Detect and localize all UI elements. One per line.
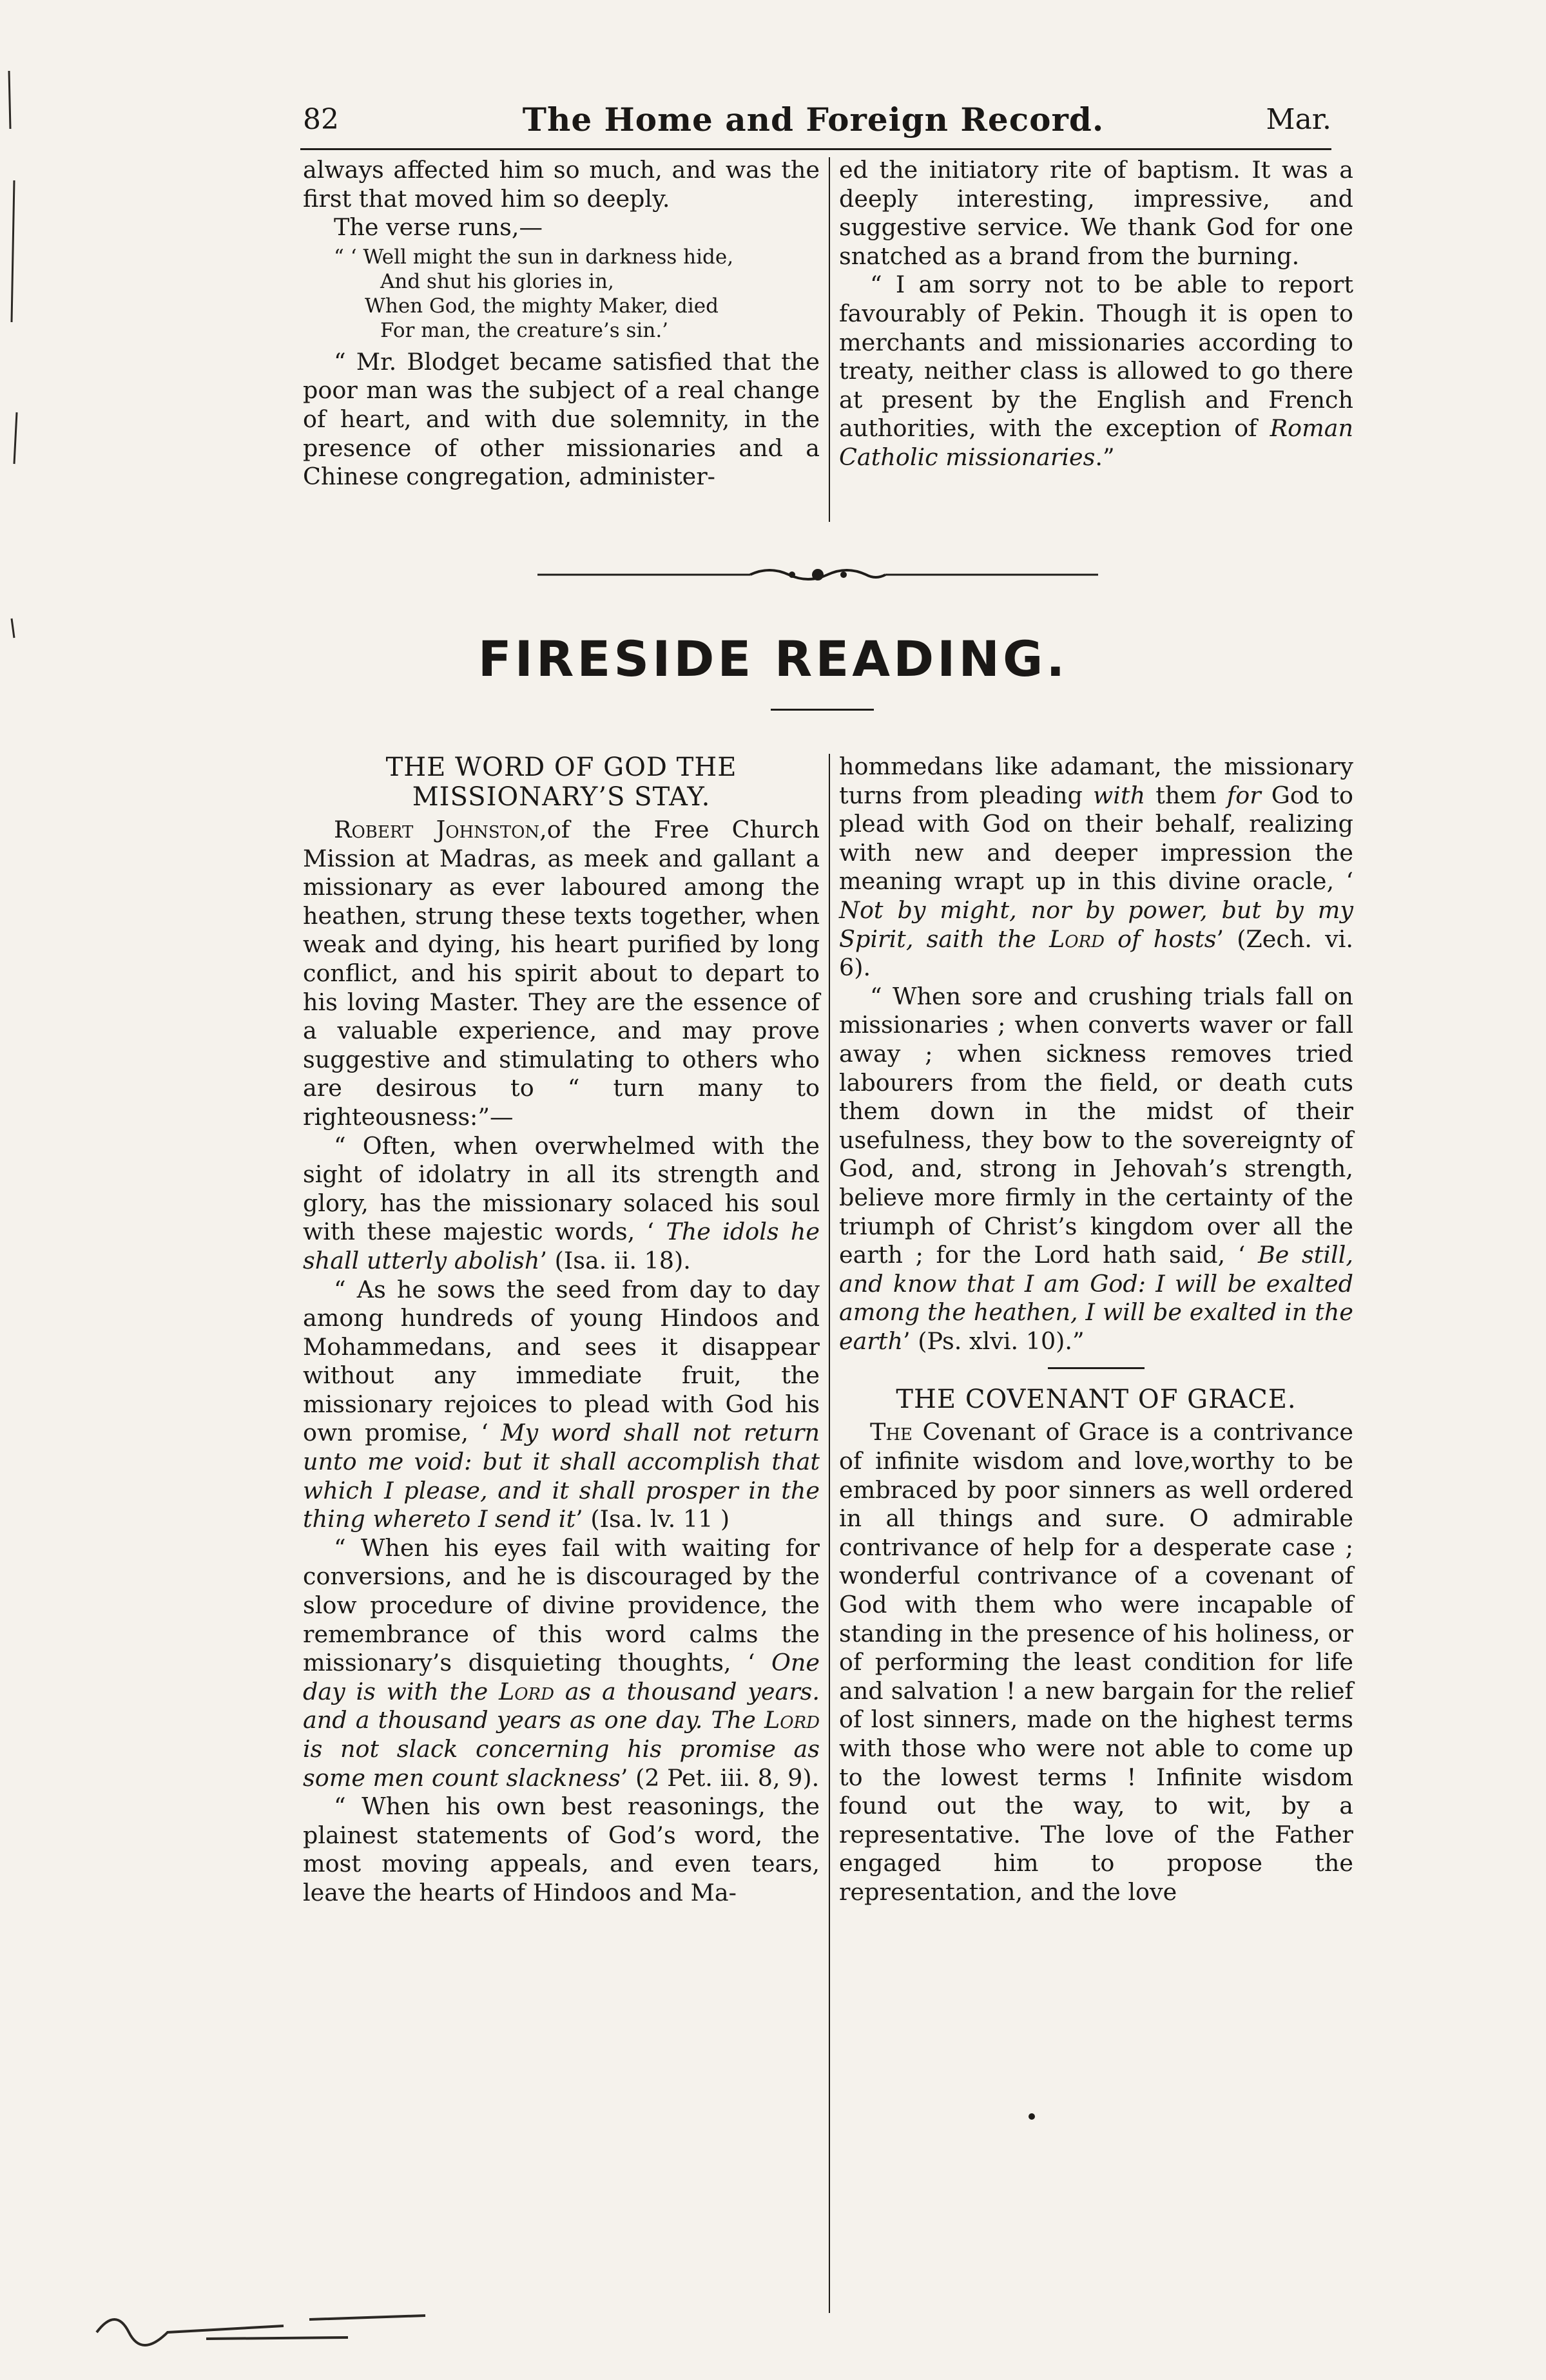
column-divider — [829, 754, 830, 2313]
right-column — [839, 753, 1353, 1907]
verse-line: When God, the mighty Maker, died — [365, 294, 719, 318]
header-rule — [300, 148, 1331, 150]
ornament-divider — [537, 563, 1098, 586]
article-rule — [1048, 1367, 1145, 1369]
paragraph: “ When sore and crushing trials fall on missionaries ; when converts waver or fall away ; when sickness removes tried labourers from the field, or death cuts them down in the midst of their usefulness, they bow to the sovereignty of God, and, strong in Jehovah’s strength, believe more firmly in the certainty of the triumph of Christ’s kingdom over all the earth ; for the Lord hath said, ‘ Be still, and know that I am God: I will be exalted among the heathen, I will be exalted in the earth’ (Ps. xlvi. 10).” — [839, 982, 1353, 1355]
paragraph: The verse runs,— — [334, 213, 543, 242]
left-column — [303, 753, 820, 1908]
paragraph: “ I am sorry not to be able to report favourably of Pekin. Though it is open to merchants and missionaries according to treaty, neither class is allowed to go there at present by the English and French authorities, with the exception of Roman Catholic missionaries.” — [839, 271, 1353, 471]
paragraph: “ As he sows the seed from day to day among hundreds of young Hindoos and Mohammedans, and sees it disappear without any immediate fruit, the missionary rejoices to plead with God his own promise, ‘ My word shall not return unto me void: but it shall accomplish that which I please, and it shall prosper in the thing whereto I send it’ (Isa. lv. 11 ) — [303, 1275, 820, 1533]
top-right-column — [839, 156, 1353, 472]
paragraph: “ Often, when overwhelmed with the sight of idolatry in all its strength and glory, has the missionary solaced his soul with these majestic words, ‘ The idols he shall utterly abolish’ (Isa. ii. 18). — [303, 1131, 820, 1274]
ink-dot — [1029, 2113, 1035, 2120]
paragraph: The Covenant of Grace is a contrivance of infinite wisdom and love,worthy to be embraced by poor sinners as well ordered in all things and sure. O admirable contrivance of help for a desperate case ; wonderful contrivance of a covenant of God with them who were incapable of standing in the presence of his holiness, or of performing the least condition for life and salvation ! a new bargain for the relief of lost sinners, made on the highest terms with those who were not able to come up to the lowest terms ! Infinite wisdom found out the way, to wit, by a representative. The love of the Father engaged him to propose the representation, and the love — [839, 1418, 1353, 1906]
running-title: The Home and Foreign Record. — [522, 101, 1105, 139]
verse-line: “ ‘ Well might the sun in darkness hide, — [334, 245, 734, 269]
verse — [303, 245, 820, 343]
article-title: THE COVENANT OF GRACE. — [896, 1385, 1297, 1415]
article-title: THE WORD OF GOD THE MISSIONARY’S STAY. — [385, 753, 737, 812]
verse-line: And shut his glories in, — [380, 269, 614, 293]
column-divider — [829, 157, 830, 522]
page-header — [295, 94, 1331, 146]
page-number: 82 — [303, 103, 339, 136]
top-left-column — [303, 156, 820, 492]
paragraph: Robert Johnston,of the Free Church Mission at Madras, as meek and gallant a missionary as ever laboured among the heathen, strung these texts together, when weak and dying, his heart purified by long conflict, and his spirit about to depart to his loving Master. They are the essence of a valuable experience, and may prove suggestive and stimulating to others who are desirous to “ turn many to righteousness:”— — [303, 816, 820, 1131]
paragraph: always affected him so much, and was the first that moved him so deeply. — [303, 156, 820, 213]
paragraph: “ Mr. Blodget became satisfied that the poor man was the subject of a real change of heart, and with due solemnity, in the presence of other missionaries and a Chinese congregation, administer- — [303, 347, 820, 491]
header-month: Mar. — [1266, 103, 1331, 136]
paragraph: ed the initiatory rite of baptism. It was a deeply interesting, impressive, and suggestive service. We thank God for one snatched as a brand from the burning. — [839, 156, 1353, 270]
paragraph: hommedans like adamant, the missionary turns from pleading with them for God to plead with God on their behalf, realizing with new and deeper impression the meaning wrapt up in this divine oracle, ‘ Not by might, nor by power, but by my Spirit, saith the Lord of hosts’ (Zech. vi. 6). — [839, 753, 1354, 982]
verse-line: For man, the creature’s sin.’ — [380, 318, 669, 342]
paragraph: “ When his eyes fail with waiting for conversions, and he is discouraged by the slow procedure of divine providence, the remembrance of this word calms the missionary’s disquieting thoughts, ‘ One day is with the Lord as a thousand years. and a thousand years as one day. The Lord is not slack concerning his promise as some men count slackness’ (2 Pet. iii. 8, 9). — [303, 1533, 820, 1792]
section-title: FIRESIDE READING. — [478, 630, 1068, 687]
section-rule — [771, 709, 874, 711]
paragraph: “ When his own best reasonings, the plainest statements of God’s word, the most moving appeals, and even tears, leave the hearts of Hindoos and Ma- — [303, 1792, 820, 1906]
bottom-scribble — [90, 2294, 541, 2352]
author-name: Robert Johnston — [334, 816, 540, 843]
margin-marks — [0, 52, 39, 644]
